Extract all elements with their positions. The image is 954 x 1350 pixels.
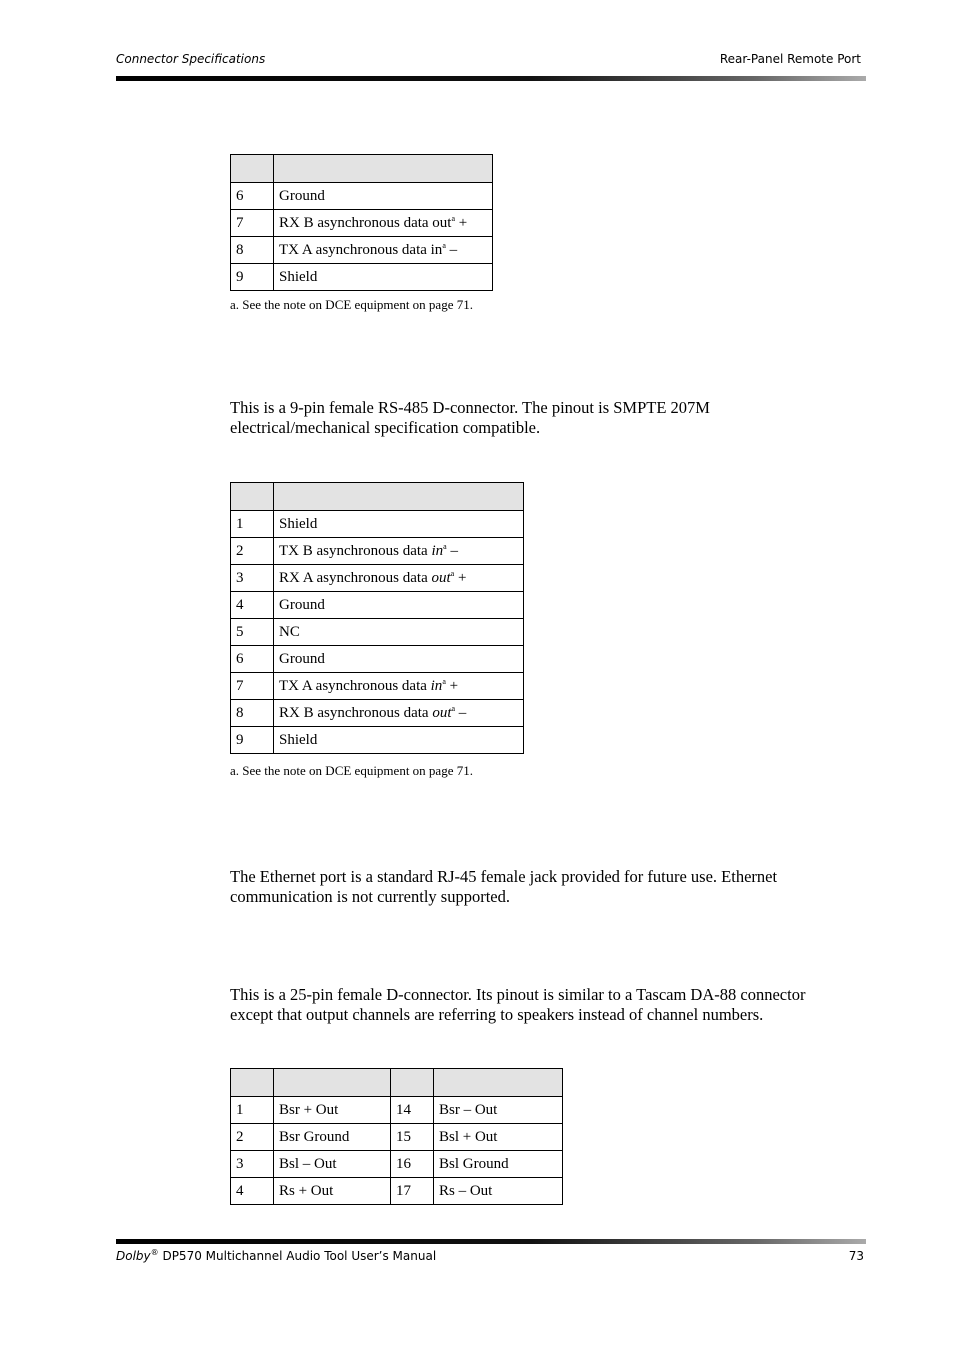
pin-number: 3 <box>231 1151 274 1178</box>
footer-brand: Dolby <box>116 1249 151 1263</box>
table-row <box>231 1178 563 1205</box>
footnote-marker: a <box>450 568 455 578</box>
footnote-marker: a <box>442 676 446 686</box>
signal-direction: out <box>432 704 452 721</box>
table-row <box>231 700 524 727</box>
signal-name: Bsr – Out <box>434 1097 563 1124</box>
signal-text: Shield <box>279 731 318 748</box>
signal-name: Bsl Ground <box>434 1151 563 1178</box>
signal-polarity: – <box>455 704 467 721</box>
rs485-description: This is a 9-pin female RS-485 D-connector. The pinout is SMPTE 207M electrical/mechanical specification compatible. <box>230 398 710 437</box>
table-header-row <box>231 155 493 183</box>
signal-name: Rs + Out <box>274 1178 391 1205</box>
pinout-table-3 <box>230 1068 563 1205</box>
signal-text: Shield <box>279 268 318 285</box>
pin-number: 8 <box>231 237 274 264</box>
signal-text: Ground <box>279 596 325 613</box>
footer-title-text: DP570 Multichannel Audio Tool User’s Manual <box>158 1249 437 1263</box>
pin-number: 9 <box>231 264 274 291</box>
signal-text: Ground <box>279 187 325 204</box>
signal-name <box>274 237 493 264</box>
table-row <box>231 646 524 673</box>
pin-number: 1 <box>231 511 274 538</box>
table-row <box>231 237 493 264</box>
footnote-marker: a <box>451 703 456 713</box>
signal-name <box>274 538 524 565</box>
signal-name <box>274 210 493 237</box>
dconnector-description: This is a 25-pin female D-connector. Its pinout is similar to a Tascam DA-88 connector except that output channels are referring to speakers instead of channel numbers. <box>230 985 806 1024</box>
signal-text: TX A asynchronous data in <box>279 241 443 258</box>
footnote-marker: a <box>451 213 456 223</box>
table-row <box>231 511 524 538</box>
footer-manual-title <box>116 1249 436 1263</box>
signal-name <box>274 592 524 619</box>
signal-direction: in <box>430 677 443 694</box>
table-row <box>231 1124 563 1151</box>
table-header-row <box>231 1069 563 1097</box>
signal-polarity: + <box>454 569 467 586</box>
table-row <box>231 538 524 565</box>
signal-name: Bsl – Out <box>274 1151 391 1178</box>
table-row <box>231 264 493 291</box>
signal-polarity: + <box>455 214 468 231</box>
signal-name <box>274 619 524 646</box>
signal-name <box>274 565 524 592</box>
signal-name: Bsr Ground <box>274 1124 391 1151</box>
running-header-section: Connector Specifications <box>116 52 266 66</box>
page-number: 73 <box>848 1249 864 1263</box>
pin-number: 6 <box>231 183 274 210</box>
footnote-marker: a <box>443 541 447 551</box>
signal-name <box>274 511 524 538</box>
pin-number: 7 <box>231 673 274 700</box>
signal-name <box>274 700 524 727</box>
header-rule <box>116 76 866 81</box>
pin-number: 15 <box>391 1124 434 1151</box>
pin-number: 9 <box>231 727 274 754</box>
signal-text: RX B asynchronous data out <box>279 214 452 231</box>
pin-number: 6 <box>231 646 274 673</box>
pin-number: 4 <box>231 1178 274 1205</box>
signal-polarity: – <box>445 241 458 258</box>
signal-name: Bsr + Out <box>274 1097 391 1124</box>
signal-name <box>274 264 493 291</box>
signal-name <box>274 183 493 210</box>
signal-text: TX B asynchronous data <box>279 542 432 559</box>
signal-text: Ground <box>279 650 325 667</box>
pinout-table-1 <box>230 154 493 291</box>
pin-number: 3 <box>231 565 274 592</box>
table-footnote-1: a. See the note on DCE equipment on page 71. <box>230 297 473 312</box>
signal-name: Rs – Out <box>434 1178 563 1205</box>
pin-number: 8 <box>231 700 274 727</box>
pin-number: 17 <box>391 1178 434 1205</box>
table-row <box>231 727 524 754</box>
footer-rule <box>116 1239 866 1244</box>
pin-number: 5 <box>231 619 274 646</box>
signal-polarity: + <box>445 677 459 694</box>
signal-direction: out <box>431 569 451 586</box>
signal-polarity: – <box>446 542 458 559</box>
table-row <box>231 592 524 619</box>
table-row <box>231 183 493 210</box>
signal-name: Bsl + Out <box>434 1124 563 1151</box>
table-header-row <box>231 483 524 511</box>
signal-name <box>274 727 524 754</box>
pin-number: 16 <box>391 1151 434 1178</box>
footnote-marker: a <box>442 240 446 250</box>
table-row <box>231 673 524 700</box>
signal-text: TX A asynchronous data <box>279 677 431 694</box>
table-row <box>231 1097 563 1124</box>
signal-name <box>274 673 524 700</box>
ethernet-description: The Ethernet port is a standard RJ-45 female jack provided for future use. Ethernet communication is not currently supported. <box>230 867 778 906</box>
table-row <box>231 210 493 237</box>
table-row <box>231 1151 563 1178</box>
footer-reg-mark: ® <box>150 1248 159 1257</box>
signal-text: RX A asynchronous data <box>279 569 432 586</box>
pinout-table-2 <box>230 482 524 754</box>
signal-direction: in <box>431 542 444 559</box>
pin-number: 4 <box>231 592 274 619</box>
pin-number: 2 <box>231 1124 274 1151</box>
running-header-topic: Rear-Panel Remote Port <box>719 52 861 66</box>
table-row <box>231 619 524 646</box>
table-footnote-2: a. See the note on DCE equipment on page 71. <box>230 763 473 778</box>
pin-number: 14 <box>391 1097 434 1124</box>
pin-number: 1 <box>231 1097 274 1124</box>
signal-text: NC <box>279 623 300 640</box>
pin-number: 7 <box>231 210 274 237</box>
signal-text: RX B asynchronous data <box>279 704 433 721</box>
table-row <box>231 565 524 592</box>
signal-text: Shield <box>279 515 318 532</box>
pin-number: 2 <box>231 538 274 565</box>
signal-name <box>274 646 524 673</box>
